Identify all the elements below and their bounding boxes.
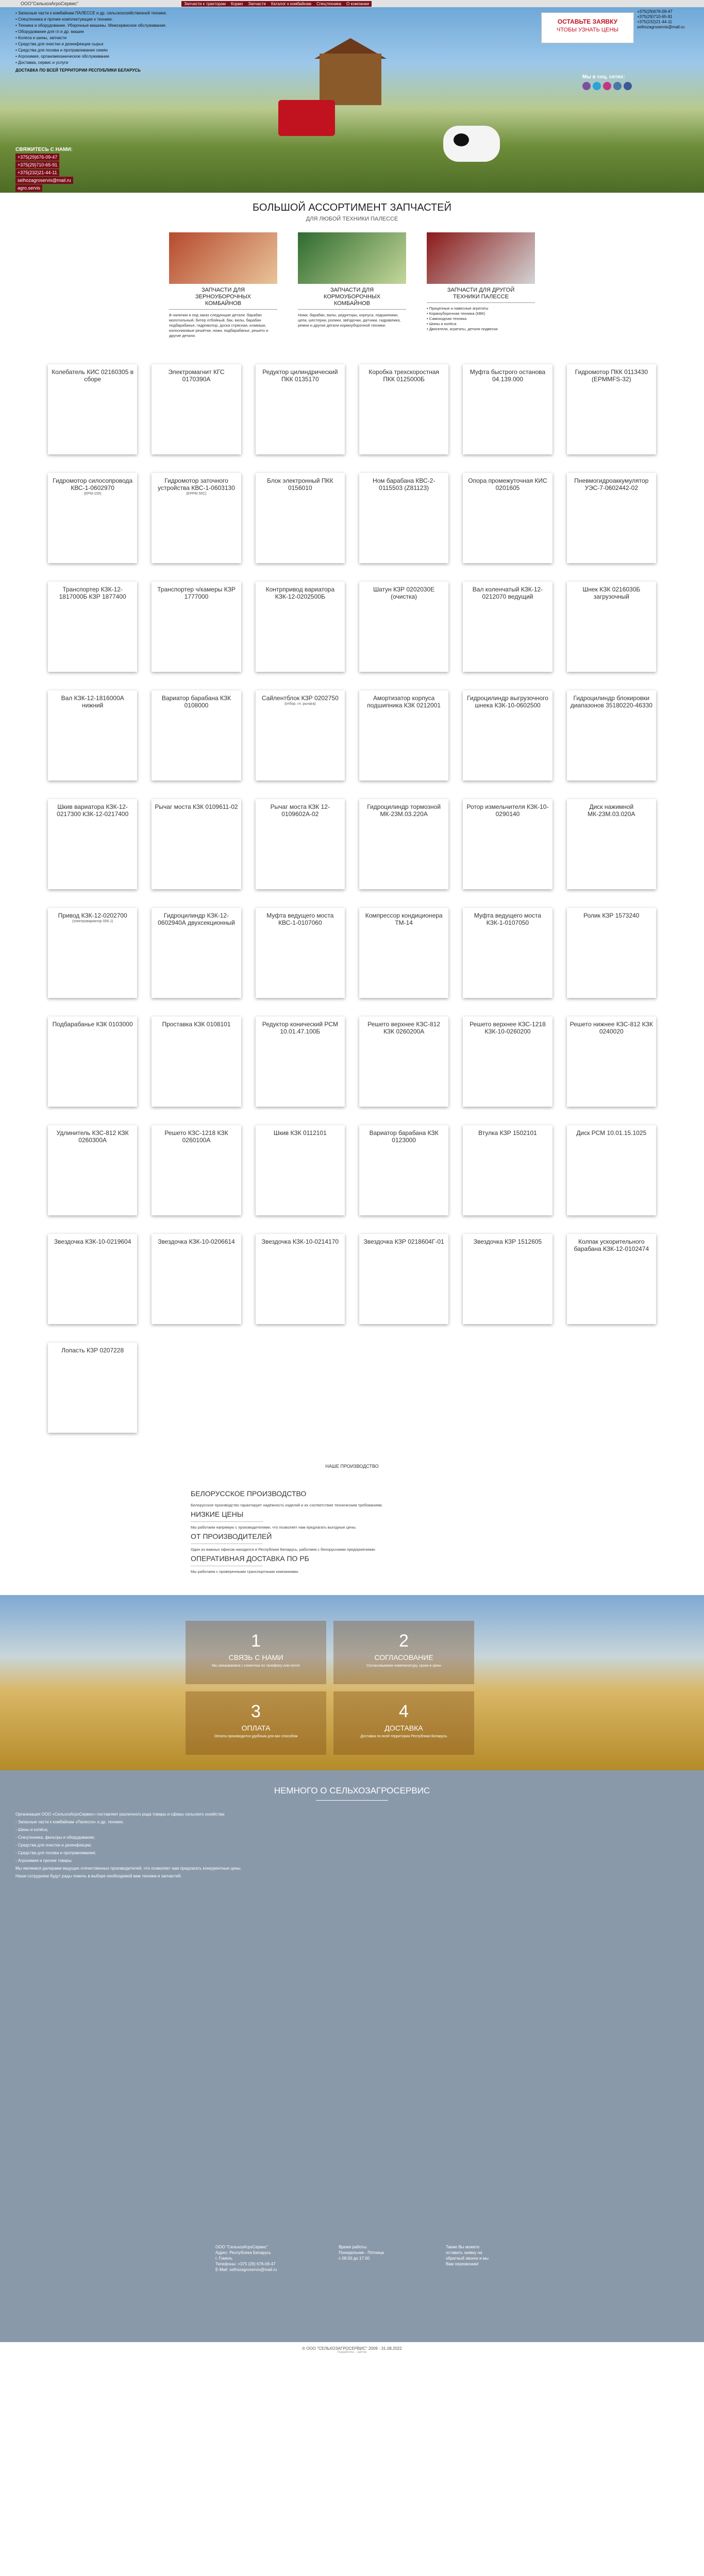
part-name: Диск нажимной МК-23М.03.020А: [588, 803, 635, 818]
part-card[interactable]: [152, 364, 241, 454]
combine-image: [169, 232, 277, 284]
part-card[interactable]: [48, 1125, 137, 1215]
about-text: [15, 1811, 582, 1881]
copyright: © ООО "СЕЛЬХОЗАГРОСЕРВИС" 2009 - 31.08.2022: [302, 2346, 402, 2351]
part-card[interactable]: [567, 364, 656, 454]
about-paragraph: Наши сотрудники будут рады помочь в выборе необходимой вам техники и запчастей.: [15, 1874, 182, 1878]
other-machinery-image: [427, 232, 535, 284]
instagram-icon[interactable]: [603, 82, 611, 90]
intro-line: • Запасные части к комбайнам ПАЛЕССЕ и др. сельскохозяйственной технике.: [15, 11, 167, 15]
footer-info: [0, 2244, 704, 2273]
producer-p2: Мы работаем напрямую с производителями, что позволяет нам предлагать выгодные цены.: [191, 1525, 357, 1530]
about-section: [0, 1770, 704, 2342]
part-card[interactable]: [256, 364, 345, 454]
part-name: Проставка КЗК 0108101: [162, 1021, 231, 1028]
part-name: Редуктор конический РСМ 10.01.47.100Б: [262, 1021, 338, 1035]
about-title: НЕМНОГО О СЕЛЬХОЗАГРОСЕРВИС: [274, 1786, 430, 1795]
part-name: Контрпривод вариатора КЗК-12-0202500Б: [265, 586, 335, 600]
categories: [0, 232, 704, 338]
part-name: Компрессор кондиционера ТМ-14: [365, 912, 443, 926]
part-card[interactable]: [359, 582, 448, 672]
part-name: Диск РСМ 10.01.15.1025: [576, 1129, 647, 1137]
part-card[interactable]: [359, 364, 448, 454]
part-card[interactable]: [48, 1234, 137, 1324]
producer-title: БЕЛОРУССКОЕ ПРОИЗВОДСТВО: [191, 1489, 307, 1498]
about-paragraph: - Шины и колёса;: [15, 1827, 48, 1832]
part-card[interactable]: [463, 1125, 552, 1215]
part-name: Привод КЗК-12-0202700: [58, 912, 127, 919]
part-name: Подбарабанье КЗК 0103000: [52, 1021, 133, 1028]
part-card[interactable]: [463, 473, 552, 563]
part-name: Гидромотор ПКК 0113430 (EPMMFS-32): [575, 368, 648, 383]
intro-line: • Оборудование для гл и др. машин: [15, 29, 84, 34]
contact-link[interactable]: +375(29)676-09-47: [15, 154, 59, 161]
part-name: Шкив вариатора КЗК-12-0217300 КЗК-12-0217400: [57, 803, 129, 818]
part-card[interactable]: [567, 690, 656, 781]
part-card[interactable]: [359, 1125, 448, 1215]
part-card[interactable]: [256, 690, 345, 781]
part-name: Гидроцилиндр выгрузочного шнека КЗК-10-0602500: [467, 694, 548, 709]
step-text: Согласовываем номенклатуру, сроки и цены: [366, 1664, 441, 1668]
cta-line2: ЧТОБЫ УЗНАТЬ ЦЕНЫ: [556, 27, 619, 33]
delivery-note: ДОСТАВКА ПО ВСЕЙ ТЕРРИТОРИИ РЕСПУБЛИКИ БЕЛАРУСЬ: [15, 68, 141, 73]
part-card[interactable]: [48, 1343, 137, 1433]
part-name: Опора промежуточная КИС 0201605: [468, 477, 547, 492]
part-name: Гидромотор заточного устройства КВС-1-0603130: [158, 477, 235, 492]
vk-icon[interactable]: [613, 82, 622, 90]
part-card[interactable]: [152, 1125, 241, 1215]
footer-line: Телефоны: +375 (29) 676-09-47: [215, 2262, 276, 2266]
part-card[interactable]: [152, 690, 241, 781]
part-card[interactable]: [256, 799, 345, 889]
part-card[interactable]: [256, 473, 345, 563]
footer-column: [339, 2244, 384, 2273]
intro-line: • Спецтехника и прочие комплектующие к технике.: [15, 17, 113, 22]
part-card[interactable]: [567, 582, 656, 672]
contact-link[interactable]: +375(29)710-65-91: [15, 161, 59, 168]
contact-link[interactable]: selhozagroservis@mail.ru: [15, 177, 73, 184]
step-number: 4: [399, 1702, 409, 1721]
part-name: Транспортер КЗК-12-1817000Б КЗР 1877400: [59, 586, 126, 600]
part-name: Колпак ускорительного барабана КЗК-12-0102474: [574, 1238, 649, 1252]
producer-heading: НАШЕ ПРОИЗВОДСТВО: [325, 1464, 379, 1469]
producer-block: [191, 1489, 459, 1574]
part-card[interactable]: [152, 582, 241, 672]
part-card[interactable]: [152, 1016, 241, 1107]
part-card[interactable]: [152, 908, 241, 998]
part-card[interactable]: [48, 799, 137, 889]
part-name: Гидромотор силосопровода КВС-1-0602970: [53, 477, 133, 492]
part-card[interactable]: [359, 473, 448, 563]
part-name: Амортизатор корпуса подшипника КЗК 0212001: [367, 694, 441, 709]
part-card[interactable]: [152, 1234, 241, 1324]
social-block: [582, 74, 632, 92]
footer-line: ООО "СельхозАгроСервис": [215, 2245, 268, 2249]
category-grain[interactable]: [169, 232, 277, 338]
part-name: Шкив КЗК 0112101: [273, 1129, 327, 1137]
step-title: СВЯЗЬ С НАМИ: [228, 1653, 283, 1662]
step-1: [186, 1621, 326, 1684]
part-note: (ЕРМ-100): [83, 492, 102, 496]
part-card[interactable]: [463, 799, 552, 889]
part-card[interactable]: [256, 908, 345, 998]
part-card[interactable]: [48, 1016, 137, 1107]
footer-line: Вам перезвоним!: [445, 2262, 479, 2266]
step-number: 2: [399, 1631, 409, 1651]
step-number: 3: [251, 1702, 261, 1721]
nav-item[interactable]: Спецтехника: [314, 1, 344, 7]
company-name: ООО"СельхозАгроСервис": [21, 1, 79, 6]
hero-banner: [0, 7, 704, 193]
footer-line: оставить заявку на: [445, 2250, 482, 2255]
part-card[interactable]: [48, 364, 137, 454]
part-card[interactable]: [256, 1125, 345, 1215]
part-name: Вал КЗК-12-1816000А нижний: [61, 694, 124, 709]
fast-delivery: ОПЕРАТИВНАЯ ДОСТАВКА ПО РБ: [191, 1554, 309, 1563]
part-card[interactable]: [152, 799, 241, 889]
about-paragraph: Организация ООО «СельхозАгроСервис» поставляет различного рода товары и сферы сельского хозяйства:: [15, 1812, 225, 1817]
part-name: Решето верхнее КЗС-812 КЗК 0260200А: [367, 1021, 441, 1035]
contact-link[interactable]: agro.servis: [15, 184, 42, 192]
step-title: ОПЛАТА: [241, 1724, 271, 1732]
part-name: Вал коленчатый КЗК-12-0212070 ведущий: [472, 586, 543, 600]
intro-line: • Средства для очистки и дезинфекции сырья: [15, 42, 104, 46]
part-name: Втулка КЗР 1502101: [478, 1129, 537, 1137]
part-name: Пневмогидроаккумулятор УЭС-7-0602442-02: [574, 477, 649, 492]
category-title: ЗАПЧАСТИ ДЛЯ КОРМОУБОРОЧНЫХ КОМБАЙНОВ: [298, 287, 406, 310]
category-title: ЗАПЧАСТИ ДЛЯ ДРУГОЙ ТЕХНИКИ ПАЛЕССЕ: [427, 287, 535, 303]
footer-column: [215, 2244, 277, 2273]
part-name: Звездочка КЗК-10-0219604: [54, 1238, 131, 1245]
about-paragraph: - Спецтехника, фильтры и оборудование;: [15, 1835, 95, 1840]
part-card[interactable]: [463, 1016, 552, 1107]
footer-line: Также Вы можете: [445, 2245, 480, 2249]
footer-line: с 08.00 до 17.00: [339, 2256, 370, 2261]
cta-line1: ОСТАВЬТЕ ЗАЯВКУ: [557, 18, 618, 25]
step-text: Мы связываемся с клиентом по телефону или почте: [212, 1664, 300, 1668]
part-card[interactable]: [48, 690, 137, 781]
step-title: ДОСТАВКА: [384, 1724, 423, 1732]
request-button[interactable]: [541, 12, 634, 43]
nav-item[interactable]: Каталог к комбайнам: [269, 1, 314, 7]
step-2: [333, 1621, 474, 1684]
about-paragraph: - Средства для очистки и дезинфекции;: [15, 1843, 92, 1848]
part-name: Рычаг моста КЗК 0109611-02: [155, 803, 238, 810]
intro-line: • Средства для посева и протравливания семян: [15, 48, 108, 53]
part-card[interactable]: [48, 473, 137, 563]
category-text: В наличии и под заказ следующие детали: барабан молотильный, битер отбойный, бак, вилы, барабан подбарабанье, гидромотор, доска стрясная, клавиши, колосниковые решётки, ножи, подбарабанье, решето и другие детали.: [169, 313, 269, 338]
contact-link[interactable]: +375(232)21-44-11: [15, 169, 59, 176]
part-name: Ролик КЗР 1573240: [583, 912, 640, 919]
developer-link[interactable]: Разработка · сайтов: [337, 2351, 367, 2354]
step-title: СОГЛАСОВАНИЕ: [374, 1653, 433, 1662]
part-name: Гидроцилиндр тормозной МК-23М.03.220А: [367, 803, 441, 818]
from-producers: ОТ ПРОИЗВОДИТЕЛЕЙ: [191, 1532, 272, 1540]
producer-p3: Один из важных офисов находится в Республике Беларусь, работаем с белорусскими предприятиями.: [191, 1547, 376, 1552]
part-card[interactable]: [463, 690, 552, 781]
producer-p1: Белорусское производство гарантирует надёжность изделий и их соответствие техническим требованиям.: [191, 1503, 383, 1507]
parts-grid: [48, 364, 656, 1433]
hero-intro: [15, 10, 196, 74]
step-3: [186, 1691, 326, 1755]
telegram-icon[interactable]: [593, 82, 601, 90]
part-name: Муфта ведущего моста КЗК-1-0107050: [474, 912, 542, 926]
part-card[interactable]: [256, 1016, 345, 1107]
footer-line: Понедельник - Пятница: [339, 2250, 384, 2255]
intro-line: • Доставка, сервис и услуги: [15, 60, 69, 65]
about-paragraph: Мы являемся дилерами ведущих отечественных производителей, что позволяет нам предлагать конкурентные цены.: [15, 1866, 242, 1871]
part-card[interactable]: [567, 1125, 656, 1215]
part-note: (электровариатор 006.1): [72, 920, 113, 923]
part-name: Транспортер ч/камеры КЗР 1777000: [157, 586, 236, 600]
hero-contacts: [15, 146, 73, 192]
part-card[interactable]: [48, 908, 137, 998]
footer-line: Адрес: Республика Беларусь: [215, 2250, 271, 2255]
part-card[interactable]: [359, 1234, 448, 1324]
part-name: Звездочка КЗР 0218604Г-01: [363, 1238, 444, 1245]
part-name: Ном барабана КВС-2-0115503 (Z81123): [372, 477, 435, 492]
intro-line: • Колеса и шины, запчасти: [15, 36, 67, 40]
part-name: Электромагнит КГС 0170390А: [168, 368, 225, 383]
footer-line: обратный звонок и мы: [445, 2256, 489, 2261]
nav-item[interactable]: Запчасти: [246, 1, 269, 7]
part-name: Удлинитель КЗС-812 КЗК 0260300А: [56, 1129, 129, 1144]
top-bar: [0, 0, 704, 7]
category-title: ЗАПЧАСТИ ДЛЯ ЗЕРНОУБОРОЧНЫХ КОМБАЙНОВ: [169, 287, 277, 310]
assortment-title: БОЛЬШОЙ АССОРТИМЕНТ ЗАПЧАСТЕЙ: [253, 202, 451, 213]
part-name: Рычаг моста КЗК 12-0109602А-02: [270, 803, 330, 818]
producer-p4: Мы работаем с проверенными транспортными компаниями.: [191, 1569, 299, 1574]
social-title: Мы в соц. сетях:: [582, 74, 625, 80]
part-name: Муфта ведущего моста КВС-1-0107060: [266, 912, 334, 926]
part-card[interactable]: [359, 799, 448, 889]
nav-item[interactable]: О компании: [344, 1, 372, 7]
part-name: Муфта быстрого останова 04.139.000: [470, 368, 546, 383]
low-prices: НИЗКИЕ ЦЕНЫ: [191, 1510, 244, 1518]
house-illustration: [320, 54, 381, 105]
part-name: Сайлентблок КЗР 0202750: [261, 694, 339, 702]
part-card[interactable]: [359, 908, 448, 998]
part-name: Звездочка КЗР 1512605: [473, 1238, 542, 1245]
steps-section: [0, 1595, 704, 1770]
part-name: Ротор измельчителя КЗК-10-0290140: [466, 803, 549, 818]
step-4: [333, 1691, 474, 1755]
header-phones: [637, 9, 684, 30]
footer-line: г. Гомель: [215, 2256, 233, 2261]
part-card[interactable]: [463, 908, 552, 998]
cow-illustration: [443, 126, 500, 162]
part-card[interactable]: [256, 1234, 345, 1324]
about-paragraph: - Агрохимия и прочие товары.: [15, 1858, 73, 1863]
step-text: Доставка по всей территории Республики Беларусь: [360, 1735, 447, 1738]
part-name: Звездочка КЗК-10-0206614: [158, 1238, 235, 1245]
part-name: Редуктор цилиндрический ПКК 0135170: [262, 368, 338, 383]
part-card[interactable]: [463, 364, 552, 454]
part-card[interactable]: [463, 582, 552, 672]
intro-line: • Техника и оборудование. Уборочные машины. Межсервисное обслуживание.: [15, 23, 167, 28]
part-card[interactable]: [463, 1234, 552, 1324]
footer-line: E-Mail: selhozagroservis@mail.ru: [215, 2267, 277, 2272]
category-other[interactable]: [427, 232, 535, 338]
bottom-bar: [0, 2342, 704, 2357]
part-name: Колебатель КИС 02160305 в сборе: [52, 368, 134, 383]
category-text: • Прицепные и навесные агрегаты • Кормоуборочная техника (КВК) • Самоходная техника • Шины и колёса • Двигатели, агрегаты, детали подвески: [427, 306, 498, 331]
viber-icon[interactable]: [582, 82, 591, 90]
part-card[interactable]: [567, 473, 656, 563]
category-forage[interactable]: [298, 232, 406, 338]
part-name: Шнек КЗК 0216030Б загрузочный: [582, 586, 641, 600]
part-name: Гидроцилиндр КЗК-12-0602940А двухсекционный: [158, 912, 235, 926]
part-card[interactable]: [48, 582, 137, 672]
tractor-illustration: [278, 100, 335, 136]
forage-harvester-image: [298, 232, 406, 284]
part-name: Решето нижнее КЗС-812 КЗК 0240020: [569, 1021, 653, 1035]
part-name: Шатун КЗР 0202030Е (очистка): [373, 586, 435, 600]
part-name: Звездочка КЗК-10-0214170: [261, 1238, 339, 1245]
about-paragraph: - Запасные части к комбайнам «Палессе» и др. технике;: [15, 1820, 124, 1824]
footer-column: [446, 2244, 489, 2273]
part-card[interactable]: [567, 1234, 656, 1324]
part-name: Лопасть КЗР 0207228: [61, 1347, 124, 1354]
top-nav: [181, 1, 372, 7]
part-name: Решето верхнее КЗС-1218 КЗК-10-0260200: [470, 1021, 546, 1035]
header-phone[interactable]: +375(29)710-65-91: [637, 14, 673, 19]
part-card[interactable]: [152, 473, 241, 563]
part-name: Блок электронный ПКК 0156010: [267, 477, 333, 492]
part-name: Решето КЗС-1218 КЗК 0260100А: [164, 1129, 228, 1144]
header-phone[interactable]: +375(29)676-09-47: [637, 9, 673, 14]
part-name: Вариатор барабана КЗК 0108000: [161, 694, 231, 709]
contacts-title: СВЯЖИТЕСЬ С НАМИ:: [15, 147, 73, 152]
part-name: Гидроцилиндр блокировки диапазонов 35180220-46330: [570, 694, 652, 709]
footer-line: Время работы:: [339, 2245, 367, 2249]
about-paragraph: - Средства для посева и протравливания;: [15, 1851, 96, 1855]
part-name: Коробка трехскоростная ПКК 0125000Б: [368, 368, 439, 383]
category-text: Ножи, барабан, валы, редукторы, корпуса, подшипники, цепи, шестерни, ролики, звёздочки, датчики, гидравлика, ремни и другие детали кормоуборочной техники.: [298, 313, 401, 328]
part-name: Вариатор барабана КЗК 0123000: [369, 1129, 439, 1144]
step-number: 1: [251, 1631, 261, 1651]
part-card[interactable]: [567, 1016, 656, 1107]
part-note: (ЕРРМ 50C): [186, 492, 207, 496]
nav-item[interactable]: Запчасти к тракторам: [181, 1, 228, 7]
facebook-icon[interactable]: [624, 82, 632, 90]
part-card[interactable]: [256, 582, 345, 672]
intro-line: • Агрохимия, органомеханическое обслуживание: [15, 54, 110, 59]
part-card[interactable]: [567, 908, 656, 998]
assortment-subtitle: ДЛЯ ЛЮБОЙ ТЕХНИКИ ПАЛЕССЕ: [306, 216, 398, 222]
nav-item[interactable]: Кормо: [228, 1, 246, 7]
header-phone[interactable]: +375(232)21-44-11: [637, 20, 673, 24]
part-card[interactable]: [359, 1016, 448, 1107]
part-card[interactable]: [567, 799, 656, 889]
part-note: (отбор. гл. рычага): [284, 702, 316, 706]
step-text: Оплата производится удобным для вас способом: [214, 1735, 298, 1738]
part-card[interactable]: [359, 690, 448, 781]
header-phone[interactable]: selhozagroservis@mail.ru: [637, 25, 685, 29]
